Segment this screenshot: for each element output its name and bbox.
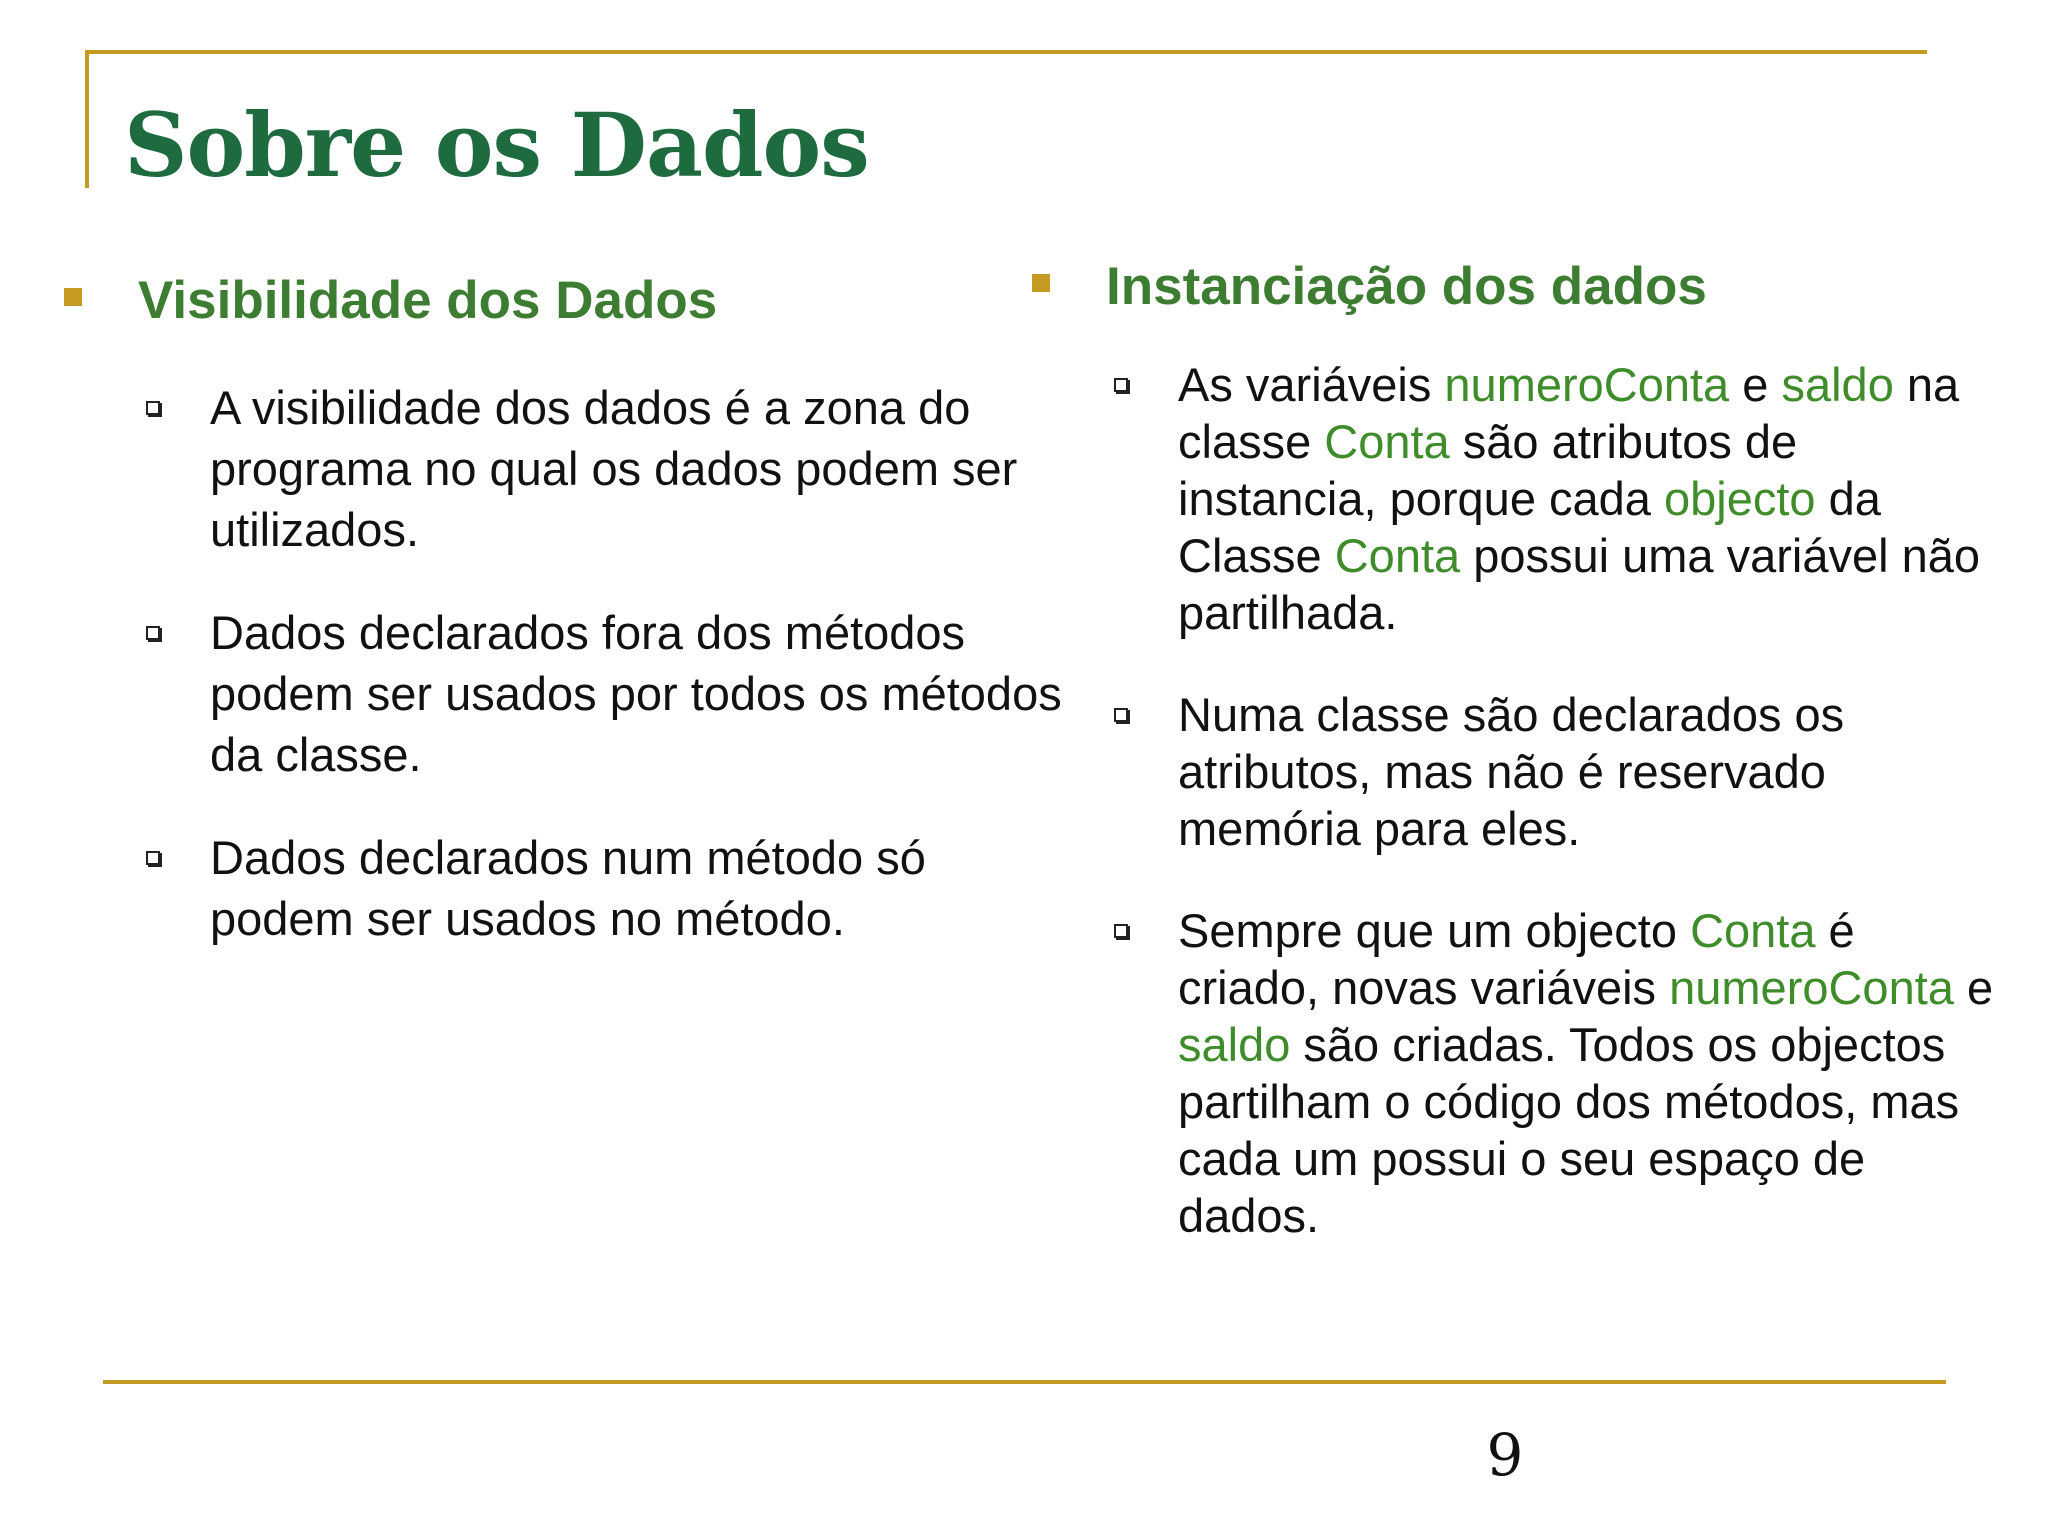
highlighted-term: numeroConta bbox=[1444, 358, 1730, 411]
text-segment: possui uma variável não partilhada. bbox=[1178, 529, 1981, 639]
text-segment: da Classe bbox=[1178, 472, 1881, 582]
text-segment: é criado, novas variáveis bbox=[1178, 904, 1855, 1014]
list-item bbox=[1030, 686, 2003, 857]
left-rule bbox=[85, 50, 89, 188]
list-item-text bbox=[1178, 358, 1980, 639]
slide-title: Sobre os Dados bbox=[124, 93, 869, 197]
list-item-text: Dados declarados num método só podem ser usados no método. bbox=[210, 831, 926, 945]
hollow-square-bullet-icon bbox=[1114, 708, 1128, 722]
left-heading-text: Visibilidade dos Dados bbox=[138, 271, 718, 330]
highlighted-term: saldo bbox=[1178, 1018, 1291, 1071]
list-item bbox=[1030, 902, 2003, 1244]
list-item bbox=[62, 602, 1070, 785]
list-item bbox=[1030, 356, 2003, 641]
text-segment: Sempre que um objecto bbox=[1178, 904, 1691, 957]
list-item-text bbox=[1178, 904, 1993, 1242]
text-segment: são atributos de instancia, porque cada bbox=[1178, 415, 1798, 525]
hollow-square-bullet-icon bbox=[1114, 378, 1128, 392]
text-segment: e bbox=[1953, 961, 1994, 1014]
bottom-rule bbox=[103, 1380, 1946, 1384]
text-segment: na classe bbox=[1178, 358, 1960, 468]
list-item bbox=[62, 377, 1070, 560]
highlighted-term: numeroConta bbox=[1669, 961, 1954, 1014]
highlighted-term: saldo bbox=[1781, 358, 1894, 411]
highlighted-term: Conta bbox=[1690, 904, 1816, 957]
list-item-text: Dados declarados fora dos métodos podem ser usados por todos os métodos da classe. bbox=[210, 606, 1062, 781]
list-item-text bbox=[1178, 688, 1844, 855]
square-bullet-icon bbox=[1032, 274, 1050, 292]
right-heading bbox=[1030, 254, 1970, 320]
left-column bbox=[62, 268, 1062, 991]
left-bullet-list bbox=[62, 377, 1062, 949]
hollow-square-bullet-icon bbox=[146, 401, 160, 415]
left-heading bbox=[62, 268, 1002, 334]
highlighted-term: Conta bbox=[1324, 415, 1450, 468]
square-bullet-icon bbox=[64, 288, 82, 306]
hollow-square-bullet-icon bbox=[146, 626, 160, 640]
text-segment: e bbox=[1729, 358, 1782, 411]
highlighted-term: Conta bbox=[1334, 529, 1461, 582]
highlighted-term: objecto bbox=[1664, 472, 1816, 525]
hollow-square-bullet-icon bbox=[146, 851, 160, 865]
list-item bbox=[62, 827, 1070, 949]
page-number: 9 bbox=[1486, 1421, 1524, 1489]
text-segment: As variáveis bbox=[1178, 358, 1445, 411]
list-item-text: A visibilidade dos dados é a zona do programa no qual os dados podem ser utilizados. bbox=[210, 381, 1018, 556]
right-column bbox=[1030, 254, 1994, 1289]
text-segment: Numa classe são declarados os atributos, mas não é reservado memória para eles. bbox=[1178, 688, 1845, 855]
text-segment: são criadas. Todos os objectos partilham o código dos métodos, mas cada um possui o seu espaço de dados. bbox=[1178, 1018, 1960, 1242]
right-bullet-list bbox=[1030, 356, 1994, 1244]
right-heading-text: Instanciação dos dados bbox=[1106, 257, 1707, 316]
top-rule bbox=[85, 50, 1927, 54]
hollow-square-bullet-icon bbox=[1114, 924, 1128, 938]
